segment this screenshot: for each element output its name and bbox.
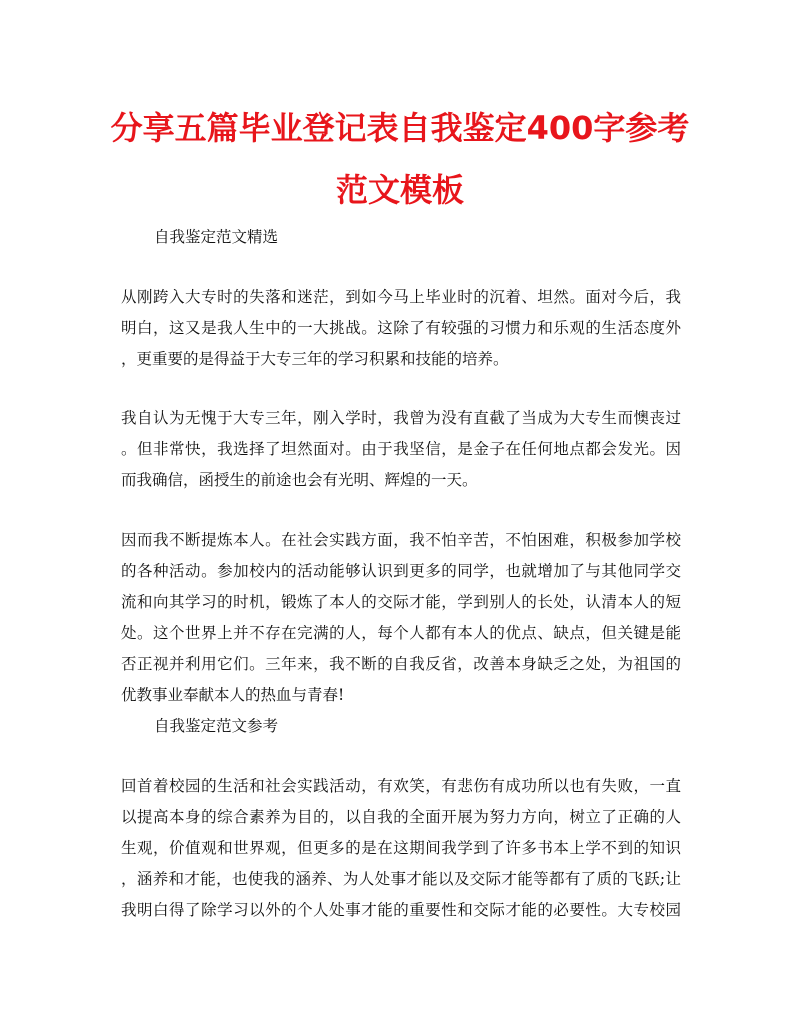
document-title-line-2: 范文模板: [335, 171, 464, 209]
paragraph-line: 而我确信，函授生的前途也会有光明、辉煌的一天。: [121, 471, 478, 489]
paragraph-line: 我明白得了除学习以外的个人处事才能的重要性和交际才能的必要性。大专校园: [121, 901, 681, 919]
paragraph-line: 从刚跨入大专时的失落和迷茫，到如今马上毕业时的沉着、坦然。面对今后，我: [121, 288, 681, 306]
paragraph-line: 。但非常快，我选择了坦然面对。由于我坚信，是金子在任何地点都会发光。因: [121, 440, 681, 458]
section-heading: 自我鉴定范文精选: [154, 228, 279, 246]
paragraph-line: 因而我不断提炼本人。在社会实践方面，我不怕辛苦，不怕困难，积极参加学校: [121, 531, 681, 549]
paragraph-line: ，更重要的是得益于大专三年的学习积累和技能的培养。: [121, 350, 509, 368]
paragraph-line: 明白，这又是我人生中的一大挑战。这除了有较强的习惯力和乐观的生活态度外: [121, 319, 681, 337]
paragraph-line: 生观，价值观和世界观，但更多的是在这期间我学到了许多书本上学不到的知识: [121, 839, 681, 857]
paragraph-line: 否正视并利用它们。三年来，我不断的自我反省，改善本身缺乏之处，为祖国的: [121, 655, 681, 673]
paragraph-line: 处。这个世界上并不存在完满的人，每个人都有本人的优点、缺点，但关键是能: [121, 624, 681, 642]
paragraph-line: 优教事业奉献本人的热血与青春!: [121, 686, 345, 704]
paragraph-line: 我自认为无愧于大专三年，刚入学时，我曾为没有直截了当成为大专生而懊丧过: [121, 409, 681, 427]
paragraph-line: 以提高本身的综合素养为目的，以自我的全面开展为努力方向，树立了正确的人: [121, 808, 681, 826]
paragraph-line: ，涵养和才能，也使我的涵养、为人处事才能以及交际才能等都有了质的飞跃;让: [121, 870, 681, 888]
paragraph-line: 的各种活动。参加校内的活动能够认识到更多的同学，也就增加了与其他同学交: [121, 562, 681, 580]
document-title-line-1: 分享五篇毕业登记表自我鉴定400字参考: [110, 109, 690, 147]
section-heading: 自我鉴定范文参考: [154, 717, 279, 735]
paragraph-line: 流和向其学习的时机，锻炼了本人的交际才能，学到别人的长处，认清本人的短: [121, 593, 681, 611]
paragraph-line: 回首着校园的生活和社会实践活动，有欢笑，有悲伤有成功所以也有失败，一直: [121, 777, 681, 795]
